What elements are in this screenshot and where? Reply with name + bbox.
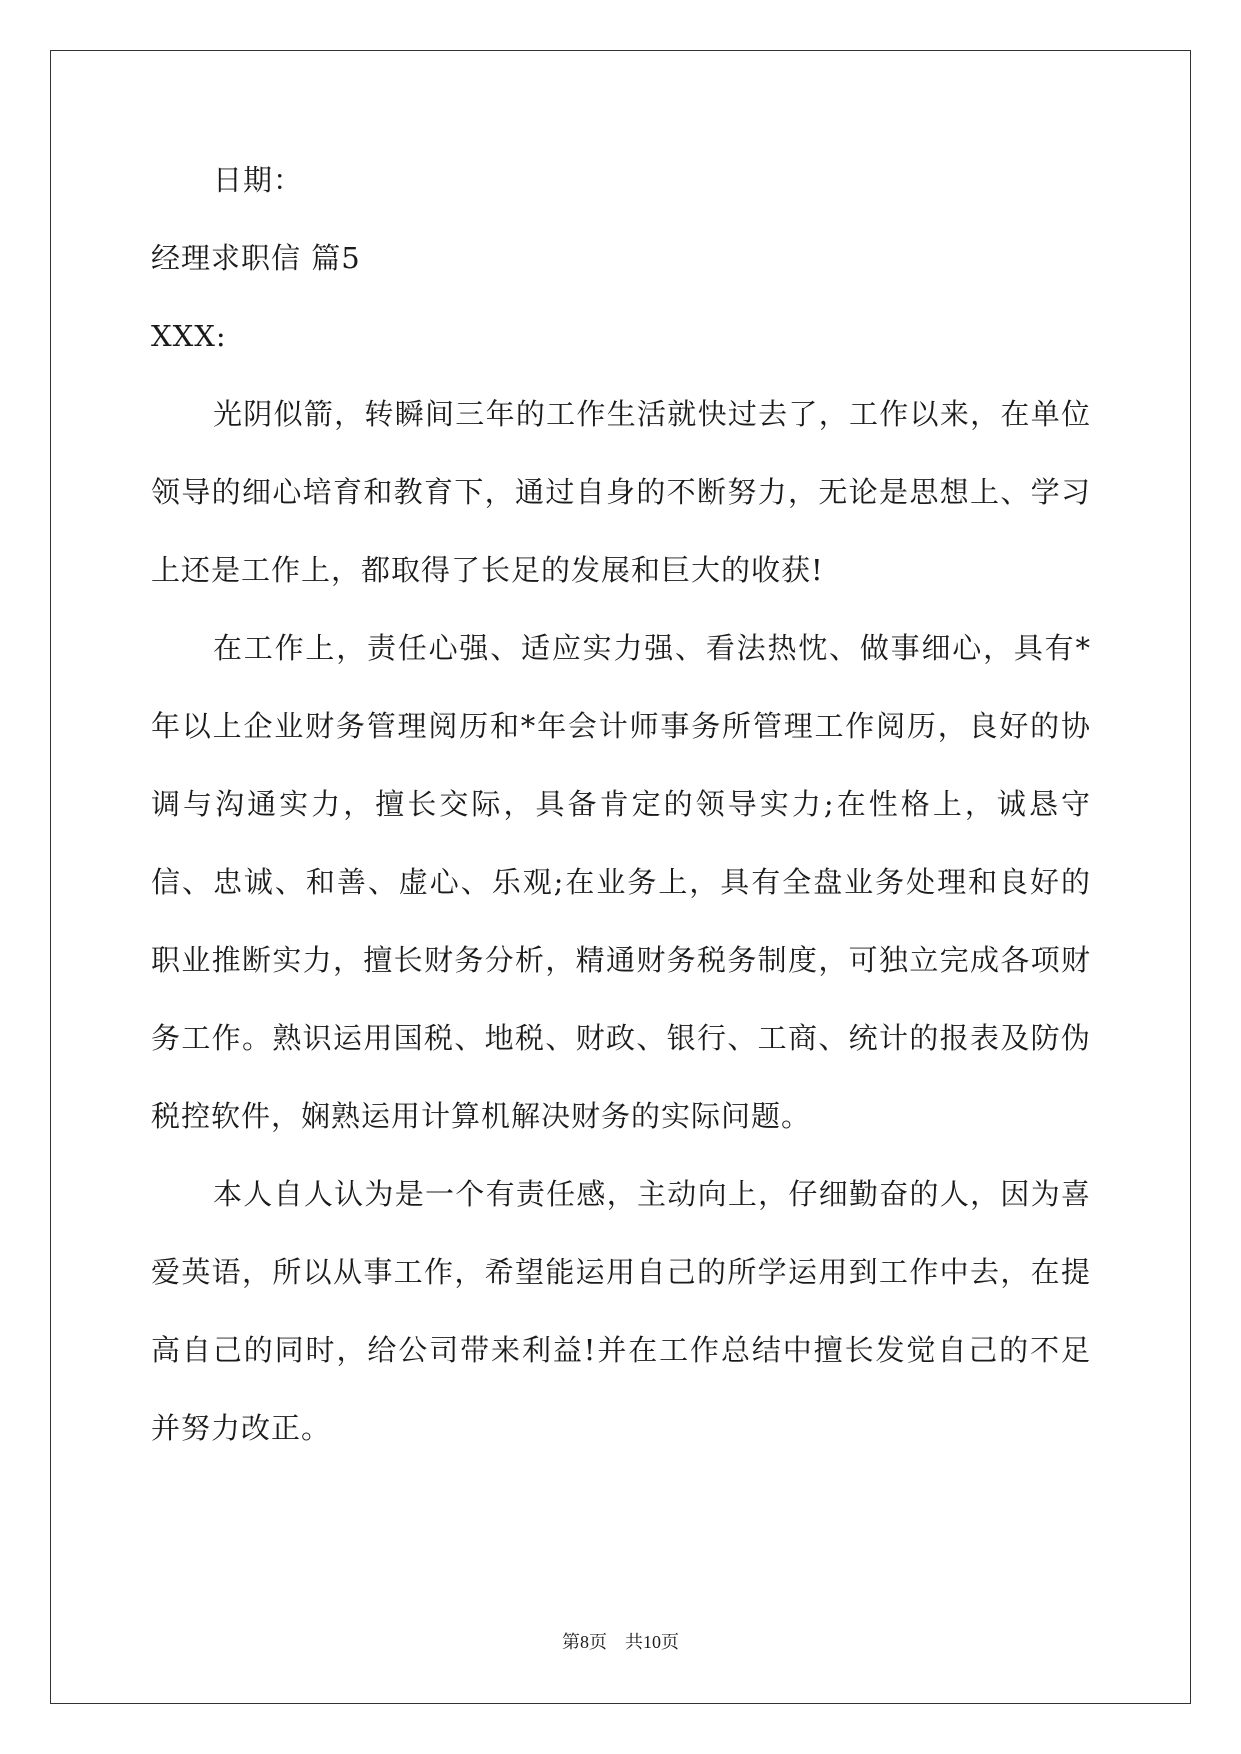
- page-number-current: 第8页: [562, 1632, 607, 1652]
- date-label: 日期：: [213, 163, 304, 197]
- page-footer: [0, 1632, 1241, 1652]
- paragraph-3: 本人自人认为是一个有责任感，主动向上，仔细勤奋的人，因为喜爱英语，所以从事工作，希望能运用自己的所学运用到工作中去，在提高自己的同时，给公司带来利益!并在工作总结中擅长发觉自己的不足并努力改正。: [151, 1177, 1091, 1445]
- salutation: XXX:: [151, 319, 227, 353]
- paragraph-2: 在工作上，责任心强、适应实力强、看法热忱、做事细心，具有*年以上企业财务管理阅历和*年会计师事务所管理工作阅历，良好的协调与沟通实力，擅长交际，具备肯定的领导实力;在性格上，诚恳守信、忠诚、和善、虚心、乐观;在业务上，具有全盘业务处理和良好的职业推断实力，擅长财务分析，精通财务税务制度，可独立完成各项财务工作。熟识运用国税、地税、财政、银行、工商、统计的报表及防伪税控软件，娴熟运用计算机解决财务的实际问题。: [151, 631, 1091, 1133]
- document-body: [151, 165, 1091, 1491]
- paragraph-1: 光阴似箭，转瞬间三年的工作生活就快过去了，工作以来，在单位领导的细心培育和教育下，通过自身的不断努力，无论是思想上、学习上还是工作上，都取得了长足的发展和巨大的收获!: [151, 397, 1091, 587]
- document-title: 经理求职信 篇5: [151, 241, 361, 275]
- page-number-total: 共10页: [625, 1632, 679, 1652]
